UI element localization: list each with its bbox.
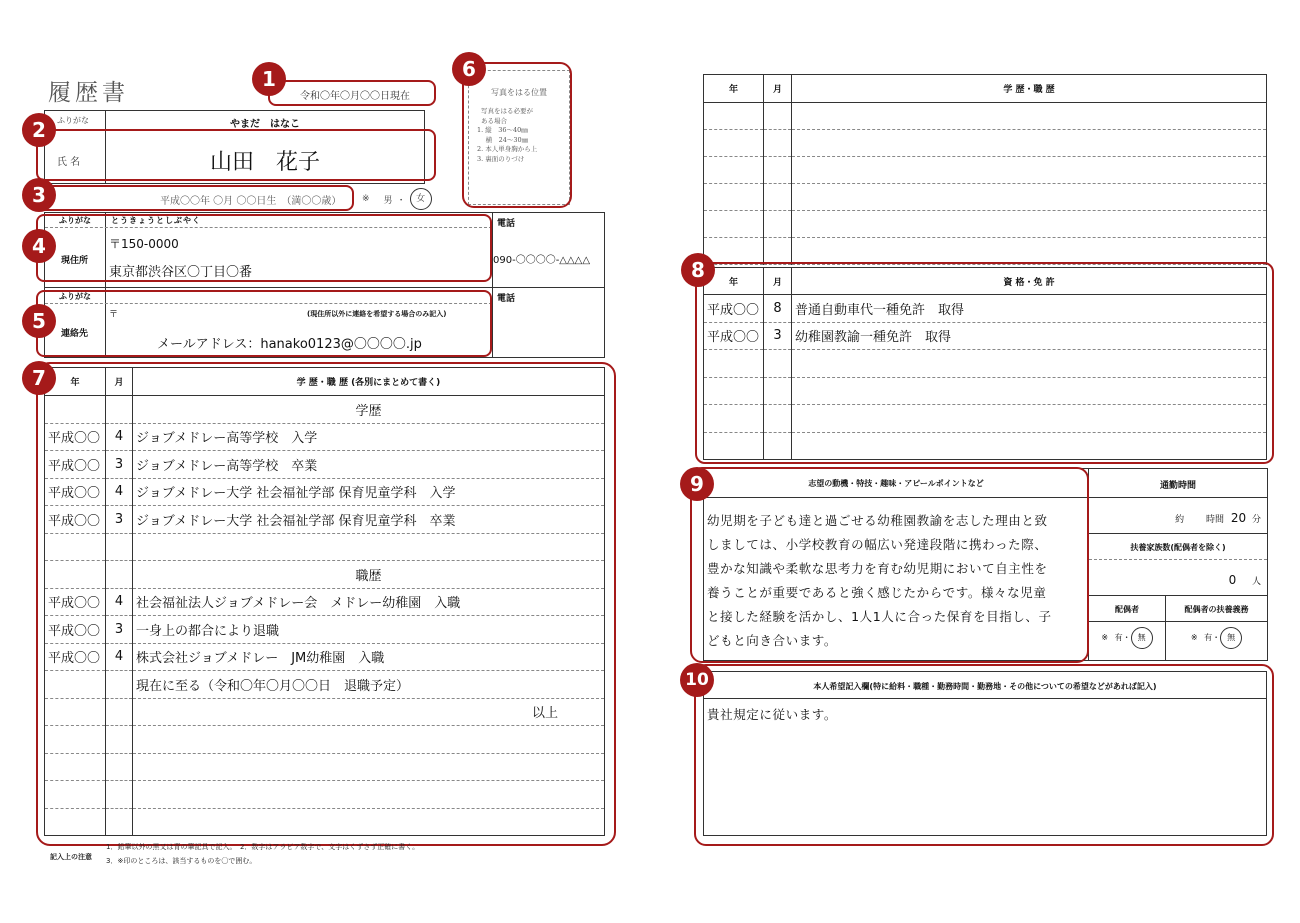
commute-minutes: 20 bbox=[1230, 511, 1247, 525]
history-entry: ジョブメドレー高等学校 入学 bbox=[133, 423, 605, 451]
badge-5: 5 bbox=[22, 304, 56, 338]
commute-time: 約 時間 20 分 bbox=[1175, 511, 1261, 525]
badge-7: 7 bbox=[22, 361, 56, 395]
wishes-header: 本人希望記入欄(特に給料・職種・勤務時間・勤務地・その他についての希望などがあれば記入) bbox=[813, 682, 1157, 691]
notes-line2: 3．※印のところは、該当するものを〇で囲む。 bbox=[106, 857, 257, 865]
highlight-date bbox=[268, 80, 436, 106]
table-row bbox=[704, 157, 1267, 184]
history2-header-text: 学 歴・職 歴 bbox=[792, 75, 1267, 103]
address-furigana-label: ふりがな bbox=[59, 216, 91, 225]
history-year: 平成〇〇 bbox=[45, 423, 106, 451]
applicant-name: 山田 花子 bbox=[209, 150, 320, 175]
badge-4: 4 bbox=[22, 229, 56, 263]
history-entry: ジョブメドレー高等学校 卒業 bbox=[133, 451, 605, 479]
table-row bbox=[704, 130, 1267, 157]
address-text: 東京都渋谷区〇丁目〇番 bbox=[109, 265, 253, 280]
history-month: 4 bbox=[106, 643, 133, 671]
highlight-motivation bbox=[690, 467, 1089, 663]
furigana-label: ふりがな bbox=[57, 116, 89, 125]
license-header-month: 月 bbox=[764, 268, 792, 295]
license-month: 3 bbox=[764, 322, 792, 350]
side-panel bbox=[1089, 469, 1267, 660]
license-header-text: 資 格・免 許 bbox=[792, 268, 1267, 295]
history-entry: 現在に至る（令和〇年〇月〇〇日 退職予定） bbox=[133, 671, 605, 699]
highlight-contact bbox=[36, 290, 492, 357]
spouse-support-no[interactable]: 無 bbox=[1220, 627, 1242, 649]
history-month: 4 bbox=[106, 478, 133, 506]
history-table-continued bbox=[703, 74, 1267, 265]
table-row bbox=[704, 103, 1267, 130]
history-year: 平成〇〇 bbox=[45, 643, 106, 671]
highlight-wishes bbox=[694, 664, 1274, 846]
license-year: 平成〇〇 bbox=[704, 322, 764, 350]
address-postal: 〒150-0000 bbox=[109, 237, 179, 251]
history-entry: 株式会社ジョブメドレー JM幼稚園 入職 bbox=[133, 643, 605, 671]
license-year: 平成〇〇 bbox=[704, 295, 764, 323]
badge-2: 2 bbox=[22, 113, 56, 147]
table-row bbox=[704, 238, 1267, 265]
notes-label: 記入上の注意 bbox=[50, 853, 92, 861]
history-year: 平成〇〇 bbox=[45, 478, 106, 506]
contact-note: (現住所以外に連絡を希望する場合のみ記入) bbox=[307, 310, 447, 318]
history-year: 平成〇〇 bbox=[45, 451, 106, 479]
badge-3: 3 bbox=[22, 178, 56, 212]
highlight-licenses bbox=[695, 262, 1274, 464]
spouse-field: ※ 有・ 無 bbox=[1089, 627, 1165, 649]
highlight-name bbox=[36, 129, 436, 181]
contact-label: 連絡先 bbox=[61, 329, 89, 339]
history-month: 4 bbox=[106, 423, 133, 451]
highlight-address bbox=[36, 214, 492, 282]
commute-label: 通勤時間 bbox=[1159, 481, 1196, 491]
gender-female[interactable]: 女 bbox=[410, 188, 432, 210]
highlight-birth bbox=[36, 185, 354, 211]
license-header-year: 年 bbox=[704, 268, 764, 295]
history-entry: 学歴 bbox=[133, 396, 605, 424]
badge-10: 10 bbox=[680, 663, 714, 697]
contact-email: メールアドレス：hanako0123@〇〇〇〇.jp bbox=[157, 337, 422, 352]
phone-label: 電話 bbox=[497, 219, 516, 229]
gender-field: ※ 男 ・ 女 bbox=[362, 188, 432, 210]
contact-furigana-label: ふりがな bbox=[59, 292, 91, 301]
dependents-label: 扶養家族数(配偶者を除く) bbox=[1130, 543, 1226, 552]
license-entry: 幼稚園教諭一種免許 取得 bbox=[792, 322, 1267, 350]
badge-8: 8 bbox=[681, 253, 715, 287]
gender-male[interactable]: 男 bbox=[383, 195, 393, 206]
history-header-year: 年 bbox=[45, 368, 106, 396]
photo-instructions: 写真をはる必要が ある場合 1. 縦 36〜40㎜ 横 24〜30㎜ 2. 本人単身胸から上 3. 裏面のりづけ bbox=[477, 107, 538, 163]
contact-postal: 〒 bbox=[109, 310, 119, 320]
history2-header-month: 月 bbox=[764, 75, 792, 103]
phone-number: 090-〇〇〇〇-△△△△ bbox=[493, 255, 591, 266]
history-entry: 以上 bbox=[133, 698, 605, 726]
license-month: 8 bbox=[764, 295, 792, 323]
history-year: 平成〇〇 bbox=[45, 588, 106, 616]
table-row bbox=[704, 211, 1267, 238]
spouse-support-field: ※ 有・ 無 bbox=[1166, 627, 1267, 649]
spouse-label: 配偶者 bbox=[1115, 605, 1139, 614]
gender-note: ※ bbox=[362, 194, 370, 204]
highlight-history bbox=[36, 362, 616, 846]
badge-9: 9 bbox=[680, 467, 714, 501]
history-month: 4 bbox=[106, 588, 133, 616]
badge-1: 1 bbox=[252, 62, 286, 96]
history-entry: ジョブメドレー大学 社会福祉学部 保育児童学科 卒業 bbox=[133, 506, 605, 534]
history-entry: ジョブメドレー大学 社会福祉学部 保育児童学科 入学 bbox=[133, 478, 605, 506]
photo-title: 写真をはる位置 bbox=[491, 88, 547, 97]
motivation-text: 幼児期を子ども達と過ごせる幼稚園教諭を志した理由と致 しましては、小学校教育の幅広い発達段階に携わった際、 豊かな知識や柔軟な思考力を育む幼児期において自主性を 養うことが重要であると強く感じたからです。様々な児童 と接した経験を活かし、1人1人に合った保育を目指し、子 どもと向き合います。 bbox=[707, 513, 1052, 648]
date-label: 令和〇年〇月〇〇日現在 bbox=[300, 91, 410, 102]
name-furigana: やまだ はなこ bbox=[230, 119, 300, 130]
history-year: 平成〇〇 bbox=[45, 506, 106, 534]
badge-6: 6 bbox=[452, 52, 486, 86]
history-month: 3 bbox=[106, 451, 133, 479]
address-furigana: とうきょうとしぶやく bbox=[111, 216, 201, 225]
address-label: 現住所 bbox=[61, 256, 89, 266]
history-entry: 一身上の都合により退職 bbox=[133, 616, 605, 644]
license-entry: 普通自動車代一種免許 取得 bbox=[792, 295, 1267, 323]
table-row bbox=[704, 184, 1267, 211]
history-month: 3 bbox=[106, 506, 133, 534]
history-header-text: 学 歴・職 歴 (各別にまとめて書く) bbox=[133, 368, 605, 396]
dependents-count: 0 人 bbox=[1228, 573, 1261, 587]
spouse-support-label: 配偶者の扶養義務 bbox=[1184, 605, 1249, 614]
name-label: 氏 名 bbox=[57, 157, 81, 168]
history-entry: 職歴 bbox=[133, 561, 605, 589]
history-month: 3 bbox=[106, 616, 133, 644]
history2-header-year: 年 bbox=[704, 75, 764, 103]
resume-title: 履歴書 bbox=[48, 80, 129, 106]
notes-line1: 1．鉛筆以外の黒又は青の筆記具で記入。 2．数字はアラビア数字で、文字はくずさず正確に書く。 bbox=[106, 843, 420, 851]
motivation-header: 志望の動機・特技・趣味・アピールポイントなど bbox=[808, 479, 984, 488]
wishes-text: 貴社規定に従います。 bbox=[707, 707, 838, 722]
spouse-no[interactable]: 無 bbox=[1131, 627, 1153, 649]
highlight-photo bbox=[462, 62, 572, 208]
history-header-month: 月 bbox=[106, 368, 133, 396]
contact-phone-label: 電話 bbox=[497, 294, 516, 304]
history-year: 平成〇〇 bbox=[45, 616, 106, 644]
birth-date: 平成〇〇年 〇月 〇〇日生 （満〇〇歳） bbox=[160, 196, 342, 207]
history-entry: 社会福祉法人ジョブメドレー会 メドレー幼稚園 入職 bbox=[133, 588, 605, 616]
